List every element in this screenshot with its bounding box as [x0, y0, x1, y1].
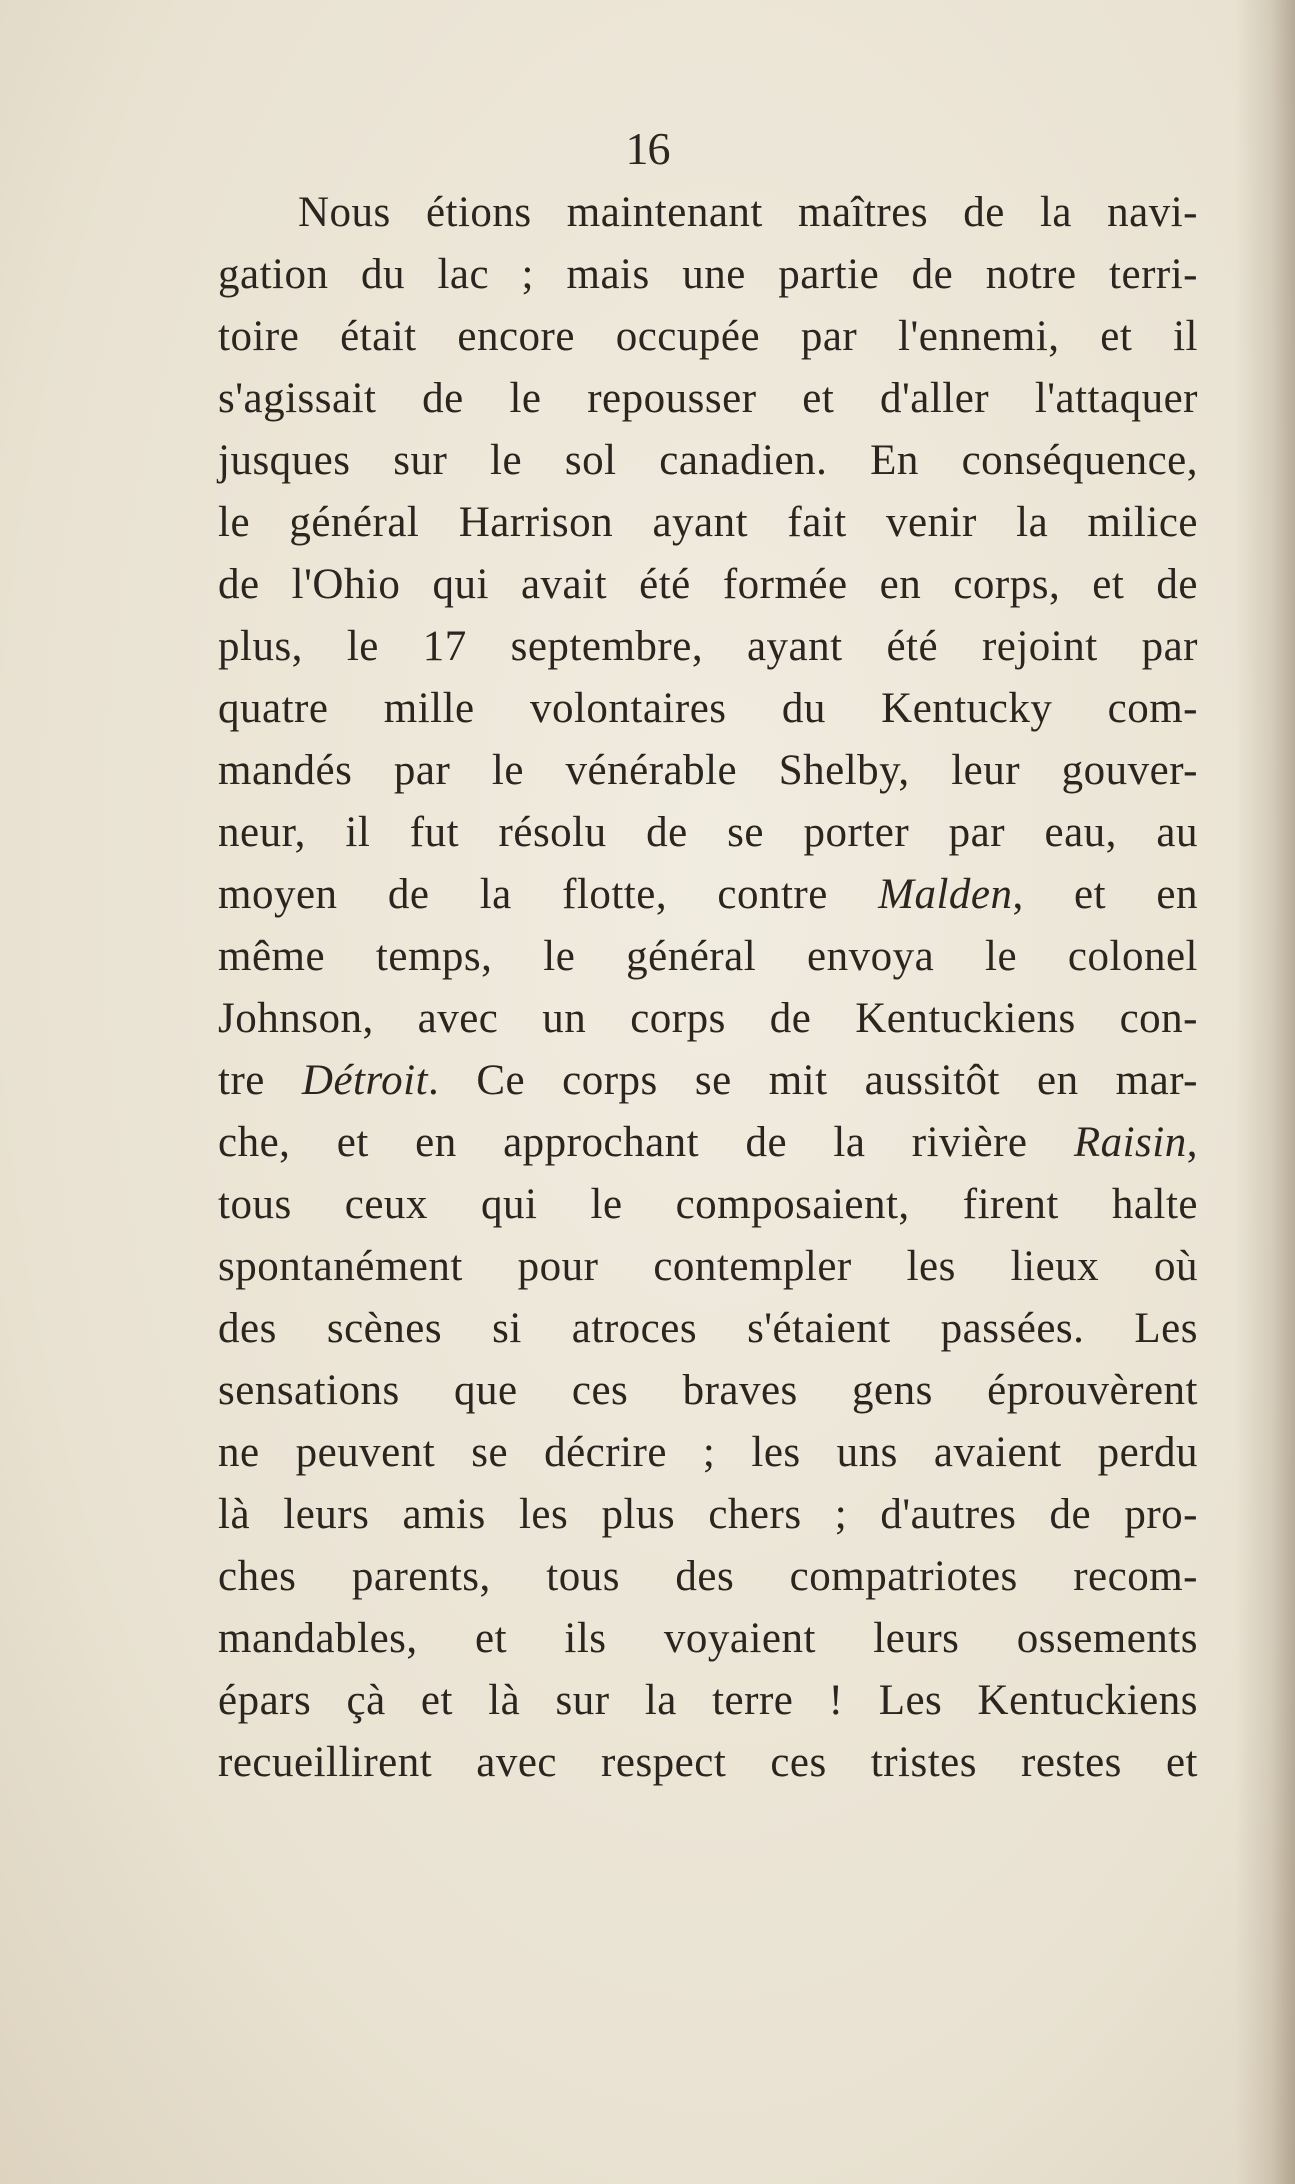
text-line	[218, 306, 1198, 368]
text-line	[218, 554, 1198, 616]
text-segment: mandables, et ils voyaient leurs ossements	[218, 1615, 1198, 1662]
text-segment: de l'Ohio qui avait été formée en corps, et de	[218, 561, 1198, 608]
page-number: 16	[625, 123, 670, 174]
text-segment: quatre mille volontaires du Kentucky com-	[218, 685, 1198, 732]
text-segment: neur, il fut résolu de se porter par eau, au	[218, 809, 1198, 856]
text-line	[218, 616, 1198, 678]
text-segment: Johnson, avec un corps de Kentuckiens con-	[218, 995, 1198, 1042]
text-line	[218, 1608, 1198, 1670]
text-segment: ,	[1186, 1119, 1198, 1166]
text-line	[218, 368, 1198, 430]
text-line	[218, 430, 1198, 492]
text-line	[218, 864, 1198, 926]
text-line	[218, 1732, 1198, 1794]
text-segment: . Ce corps se mit aussitôt en mar-	[428, 1057, 1198, 1104]
text-segment: là leurs amis les plus chers ; d'autres de pro-	[218, 1491, 1198, 1538]
text-segment: che, et en approchant de la rivière	[218, 1119, 1074, 1166]
text-line	[218, 802, 1198, 864]
text-line	[218, 1050, 1198, 1112]
text-line	[218, 678, 1198, 740]
italic-place-name: Détroit	[301, 1057, 429, 1104]
italic-place-name: Raisin	[1073, 1119, 1187, 1166]
text-segment: mandés par le vénérable Shelby, leur gouver-	[218, 747, 1198, 794]
italic-place-name: Malden	[878, 871, 1013, 918]
text-segment: tre	[218, 1057, 302, 1104]
text-line	[218, 1546, 1198, 1608]
text-segment: ne peuvent se décrire ; les uns avaient perdu	[218, 1429, 1198, 1476]
text-line	[218, 988, 1198, 1050]
text-line	[218, 1112, 1198, 1174]
text-segment: ches parents, tous des compatriotes recom-	[218, 1553, 1198, 1600]
text-segment: spontanément pour contempler les lieux où	[218, 1243, 1198, 1290]
text-line	[218, 492, 1198, 554]
page-edge-shadow	[1235, 0, 1295, 2184]
text-segment: Nous étions maintenant maîtres de la navi-	[298, 189, 1198, 236]
text-line	[218, 1174, 1198, 1236]
text-segment: , et en	[1012, 871, 1198, 918]
text-segment: toire était encore occupée par l'ennemi, et il	[218, 313, 1198, 360]
text-segment: sensations que ces braves gens éprouvèrent	[218, 1367, 1198, 1414]
text-segment: même temps, le général envoya le colonel	[218, 933, 1198, 980]
text-line	[218, 1670, 1198, 1732]
text-segment: plus, le 17 septembre, ayant été rejoint par	[218, 623, 1198, 670]
text-line	[218, 1360, 1198, 1422]
text-segment: s'agissait de le repousser et d'aller l'attaquer	[218, 375, 1198, 422]
body-text	[218, 182, 1198, 1794]
text-line	[218, 244, 1198, 306]
text-segment: le général Harrison ayant fait venir la milice	[218, 499, 1198, 546]
text-line	[218, 1236, 1198, 1298]
text-line	[218, 926, 1198, 988]
text-segment: jusques sur le sol canadien. En conséquence,	[218, 437, 1198, 484]
text-segment: gation du lac ; mais une partie de notre terri-	[218, 251, 1198, 298]
text-line	[218, 1422, 1198, 1484]
text-segment: épars çà et là sur la terre ! Les Kentuckiens	[218, 1677, 1198, 1724]
text-segment: recueillirent avec respect ces tristes restes et	[218, 1739, 1198, 1786]
text-segment: tous ceux qui le composaient, firent halte	[218, 1181, 1198, 1228]
text-segment: moyen de la flotte, contre	[218, 871, 879, 918]
text-line	[218, 182, 1198, 244]
text-line	[218, 1484, 1198, 1546]
text-line	[218, 1298, 1198, 1360]
text-line	[218, 740, 1198, 802]
text-segment: des scènes si atroces s'étaient passées. Les	[218, 1305, 1198, 1352]
